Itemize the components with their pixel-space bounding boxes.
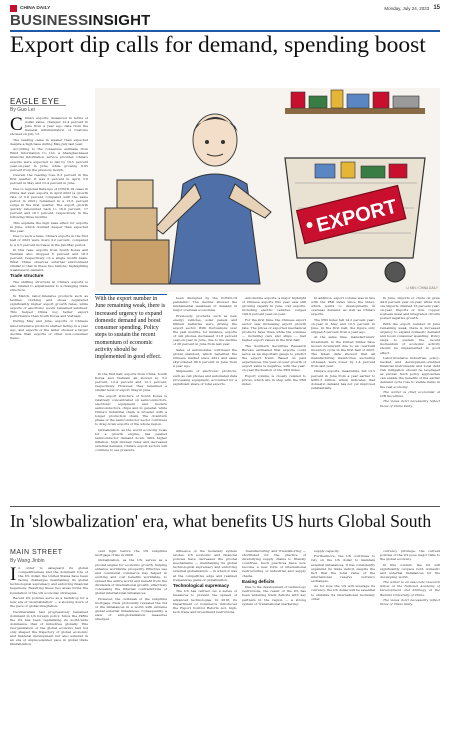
story1-col4-para-3: Export volume is closely related to prices, which are in step with the PMI index. [242,373,306,386]
story2-col2-para-0: cent right before the US subprime mortgage crisis in 2008. [95,549,167,558]
story1-col6-para-1: With the export number in June remaining weak, there is increased urgency to expand domestic demand and boost consumer spending. Policy steps to sustain the recent momentum of economic activity should be implemented in good effect. [380,321,440,355]
story2-col5-para-1: Furthermore, the US continues to rely on the US dollar to maintain external imbalances. It has consistently expanded its trade deficit, despite the fact that the total value of the international reserve currency exchanges. [311,554,375,583]
story1-kicker: EAGLE EYE [10,97,60,106]
story1-col2-para-2: Globalization, as the world economy looks for a growth engine, has pushed semiconductor demand down. With higher inflation, high interest rates and decreased external demand, China's export sectors will continue to see pressure. [95,427,167,453]
story2-col3-para-2: The US has carried out a series of measures to prevent the spread of advanced technologies. In 2018, its Department of Commerce introduced the Export Control Reform Act, high-tech trade and investment restrictions. [173,589,237,614]
story2-headline: In 'slowbalization' era, what benefits US hurts Global South [10,511,432,531]
story2-col4-para-0: 'manufacturing' and 'friendshoring' — shortlisted for the practice of diversifying supply chains to friendly countries. Such practices have now become a new form of international restructuring of industrial and supply chains. [242,549,306,578]
story1-byline: By Guo Lei [10,107,35,113]
story1-col3-para-3: Shipments of electronic products, such as cell phones and automated data processing equipment, accounted for a significant share of total exports. [173,369,237,386]
story1-col3-para-1: Previously, products such as new energy vehicles, solar panels and lithium batteries were driving the export sector. With fluctuations over the past months, for instance, exports of cell phones decreased 21.8 percent year-on-year in June, due to the decline of 28 percent in June from last year. [173,313,237,347]
china-daily-logo-icon [10,5,17,12]
story2-col4-para-2: Due to the development of technology restrictions, the result of the US has been widening trade deficits with key partners in the region — a strong system of 'transnational marketing'. [242,585,306,606]
story1-col3-para-0: been disrupted by the COVID-19 pandemic. The decline showed the fundamental weakness of demand in major overseas economies. [173,296,237,313]
issue-date: Monday, July 24, 2023 [384,5,430,11]
illustration-credit: LI MIN / CHINA DAILY [406,286,438,290]
story1-col3-para-2: Sales of automobiles continued the global standout, which benefited the Chinese market since 2021 and sales skyrocketed 98.5 percent in June from a year ago. [173,347,237,369]
story2-col1-para-1: Recent US policies serve as a backdrop for a new era of 'slowbalization' — a slowing down of the pace of global integration. [10,595,88,609]
story2-column-4 [242,549,306,742]
section-title [10,12,151,29]
story1-col1b-para-1: In March, labor-intensive products such as textiles, clothing and shoes registered significantly higher export growth rates, while exports of electronic goods remained subdued. This helped China log better export performance than South Korea and Vietnam. [10,293,88,319]
export-illustration-art [95,88,440,292]
story2-col1-text-0: n order to safeguard its global competitiveness and the dominant role of the US dollar, the United States have been facing challenges maintaining its global technological supremacy and enforcing financial hegemony. Resetting these two areas forms the foundation of the US economic strategies. [10,566,88,595]
story2-col5-para-2: As for how the US will leverage its currency, the US dollar will be essential to stabilize its international monetary order. [311,584,375,601]
story2-column-1 [10,566,88,742]
story1-column-2 [95,372,167,502]
story1-col6-para-2: Labor-intensive industries, policy-backed and development-oriented financial instruments and local debt risk mitigation should be leveraged as pivotal. Such policy approaches can enable the benefits of the earlier demand cycle rose to visible items in the real economy. [380,355,440,389]
pull-quote: With the export number in June remaining weak, there is increased urgency to expand domestic demand and boost consumer spending. Policy steps to sustain the recent momentum of economic activity should be implemented in good effect. [95,296,166,361]
story1-kicker-rule [10,105,66,106]
story1-col4-para-1: For the first time, the Chinese export sector saw increasing export growth rate. The prices of exported mechanical products have risen while the volumes — including cars and ships — had higher export values in the first half. [242,317,306,343]
story2-subhead-deficits: Easing deficits [242,578,275,584]
header-right [384,5,440,11]
story1-col2-para-0: In the first half, exports from China, South Korea and Vietnam all slowed by 3.2 percent, 12.4 percent and 12.1 percent, respectively. However, they remained a similar level of export drag in June. [95,372,167,393]
story2-col1-para-0 [10,566,88,595]
story1-col1-para-1: The reading came in weaker than expected despite a high base during May-July last year. [10,137,88,146]
story1-column-3 [173,296,237,502]
story1-col1-para-5: This explains the high base effect for exports in June, which doubled deeper than expected this year. [10,220,88,233]
story2-byline: By Wang Jinbin [10,558,45,564]
story1-col1-para-3: Overall, the reading rose 8.3 percent in the first quarter. It was 0 percent in April, 5.6 percent in May and 12.4 percent in June. [10,173,88,186]
story1-disclaimer: The views don't necessarily reflect those of China Daily. [380,399,440,408]
story2-column-3 [173,549,237,742]
story1-col5-para-1: The PMI index fell 14.2 percent year-on-year in May and 12.5 percent in June. In the first half, the figure only slipped 8 percent from a year ago. [311,317,375,335]
story1-subhead: Trade structure [10,273,44,279]
story2-column-2 [95,549,167,742]
story1-column-4 [242,296,306,502]
story1-writer-note: The writer is chief economist at CIB Securities. [380,389,440,399]
story2-column-5 [311,549,375,742]
story1-column-6 [380,296,440,502]
story2-column-6 [380,549,440,742]
story1-headline: Export dip calls for demand, spending boost [10,32,426,58]
story2-dropcap: I [10,566,17,585]
story2-disclaimer: The views don't necessarily reflect those of China Daily. [380,597,440,607]
story1-col1-text-0: hina's exports, measured in terms of dollar value, changed 12.4 percent in June from a year ago, data from the General Administration of Customs showed on July 13. [10,116,88,137]
story1-col1-para-0 [10,116,88,136]
story1-col4-para-0: Automobile exports, a major highlight of Chinese exports this year, saw still growing rapidly in June. Car exports, including electric vehicles, surged 109.9 percent year-on-year. [242,296,306,317]
section-title-rest: INSIGHT [88,12,151,29]
story2-col6-para-1: In this context, the US will significantly outpace both domestic and external imbalances for the developing world. [380,562,440,579]
story1-column-5 [311,296,375,502]
section-title-bold: BUSINESS [10,12,89,29]
story2-writer-note: The writer is an associate research fellow at the National Academy of Development and Strategy at the Renmin University of China. [380,580,440,597]
story2-col2-para-2: However, the outbreak of the subprime mortgage crisis profoundly revealed the 3/4 of the imbalances in a world with extreme global external imbalances. Consequently, a slew of anti-globalization measures emerged. [95,596,167,622]
story1-col2-para-1: The export structure of South Korea is relatively concentrated on semiconductors, electronic equipment and modern semiconductors, chips and in general, while China's industrial chain is broader with a longer production chain. The downturn phase of the semiconductor sector continues to drag down exports of the whole region. [95,393,167,427]
story1-col1-para-6: Due to such a base, China's exports in the first half of 2023 were down 3.2 percent, compared to a 0.5 percent increase in the Jan-May period. [10,234,88,247]
publication-name: CHINA DAILY [20,5,51,11]
story2-subhead-tech: Technological supremacy [173,582,230,588]
story2-col2-para-1: Globalization, as the US, serves as a pivotal engine for economic growth, helping enhance worldwide prosperity. Effective use and communal commerce has helped in exciting and cost benefits worldwide, to spread the entire world and benefit from the dividends of international growth, effectively concealing the internal contradictions of global international imbalances. [95,558,167,596]
story1-col1-para-7: In this case, exports from South Korea and Vietnam also dropped 6 percent and 18.3 percent, respectively, on a single month basis. What China observes external environment similar to that in these two nations, highlighting weakness in demand. [10,247,88,273]
dropcap: C [10,116,23,135]
story2-col6-para-0: currency privilege, the current policies of the US pose major risks to the global economy. [380,549,440,562]
story1-col1b-para-2: During May and June, exports of Chinese labor-intensive products started fading in a year ago, and exports of the latter showed a larger decline than exports of other non-consumer items. [10,319,88,340]
story2-col5-para-0: supply capacity. [314,549,340,553]
story1-col1-para-2: According to the consensus estimate from Wind Information Co Ltd, a Shanghai-based financial information service provider, China's exports were expected to fall by 10.5 percent year-on-year in June, while growing 0.05 percent from the previous month. [10,147,88,172]
page-number: 15 [433,5,440,11]
story1-col6-para-0: In June, imports of crude oil grew 44.6 percent year-on-year, while iron ore imports climbed 16 percent year-on-year. Imports of iron, copper, soybean meal and integrated circuits posted negative growth. [380,296,440,321]
story2-col3-para-0: influence of the monetary system erodes. US economic and financial policies have decreased the pivotal mechanisms — maintaining its global technological supremacy and enforcing external globalization — in which it was at the competitive edge and realized tremendous gains of globalization. [173,549,237,582]
story1-col4-para-2: The Southern Securities Research Bureau estimated that exports could serve as an important gauge to predict the export trend. Based on past experiences, the year-on-year growth of export value is negative, with the year-on-year fluctuation of the PMI index. [242,343,306,373]
story2-col1-para-2: Neoliberalism had progressively remained dominant in US foreign policy. Since the 1980s the US has been capitalizing its world-wide dominance that of industries globally. This reorganization of the global economy had not only shaped the trajectory of global economic and financial development but also ushered in an era of unprecedented pace in global trade liberalization. [10,609,88,647]
story1-col1-para-4: Due to regional flare-ups of COVID-19 cases in China last year, exports in April 2022 (a growth rate of 3.9 percent compared with the same period in 2021) remained in a 15.6 percent surge in the first quarter. The export growth quickly rebounded back to 16.9 percent, 17 percent and 18.1 percent, respectively, in the following three months. [10,186,88,220]
story1-col1b-para-0: The shifting structure in China's exports is also related to adjustments to a changing trade structure. [10,280,88,293]
export-tag-label: EXPORT [314,195,400,237]
export-illustration [95,88,440,292]
story2-kicker: MAIN STREET [10,549,63,556]
story1-col5-para-2: At the same time, manufacturers' investment in the United States have moved downward due to an overbuilt inventory cycle in the first half of 2023. The latest data showed that all manufacturing inventories, excluding oil-based, were lower by 1.4 percent from last year. [311,335,375,369]
story1-col5-para-3: China's exports, meanwhile, fell 13.5 percent in June from a year earlier to $285.3 billion, which indicates that domestic demand has not yet improved substantially. [311,369,375,390]
story-divider [10,506,440,507]
header-left [10,5,50,12]
story1-column-1 [10,116,88,502]
story1-col5-para-0: In addition, export volume was in line with the PMI index since the index, which points to developments in overseas demand, as well as China's exports. [311,296,375,317]
